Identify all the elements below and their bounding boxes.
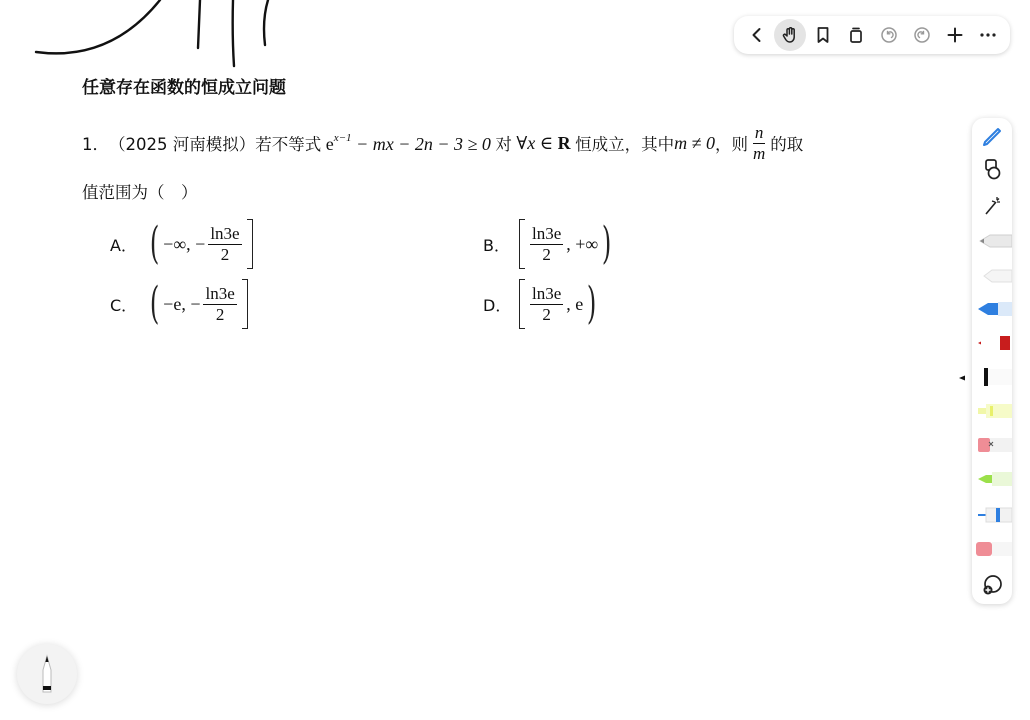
more-icon[interactable] — [972, 19, 1004, 51]
pencil-icon — [32, 652, 62, 696]
back-icon[interactable] — [741, 19, 773, 51]
pencil-white[interactable] — [972, 260, 1012, 290]
marker-blue[interactable] — [972, 294, 1012, 324]
option-b[interactable]: B． $\frac{\ln 3e}{2}$ , +∞ ) — [483, 218, 612, 269]
fraction-ln3e-over-2: $\frac{\ln 3e}{2}$ — [210, 223, 240, 264]
question-condition: 恒成立，其中 — [575, 135, 675, 155]
marker-blue-white[interactable] — [972, 500, 1012, 530]
pen-icon[interactable] — [972, 120, 1012, 150]
fraction-ln3e-over-2: $\frac{\ln 3e}{2}$ — [532, 223, 562, 264]
marker-black[interactable] — [972, 362, 1012, 392]
top-toolbar — [734, 16, 1010, 54]
open-paren: ( — [149, 218, 160, 269]
question-number: 1． — [82, 135, 109, 155]
inequality: $e^{x-1}$ − mx − 2n − 3 ≥ 0 — [325, 131, 491, 154]
option-letter: D． — [483, 295, 512, 315]
question-middle: 对 — [495, 135, 512, 155]
question-tail: 的取 — [770, 135, 804, 155]
hand-icon[interactable] — [774, 19, 806, 51]
open-paren: ( — [149, 278, 160, 329]
highlighter-green[interactable] — [972, 464, 1012, 494]
fraction-ln3e-over-2: $\frac{\ln 3e}{2}$ — [205, 283, 235, 324]
close-bracket — [242, 279, 248, 329]
marker-red[interactable] — [972, 328, 1012, 358]
question-source: （2025 河南模拟）若不等式 — [109, 135, 322, 155]
add-icon[interactable] — [939, 19, 971, 51]
open-bracket — [519, 219, 525, 269]
copy-page-icon[interactable] — [840, 19, 872, 51]
active-tool-marker — [957, 373, 969, 383]
question-then: ，则 — [714, 135, 748, 155]
option-a[interactable]: A． ( −∞, − $\frac{\ln 3e}{2}$ — [110, 214, 253, 274]
option-letter: A． — [110, 235, 137, 255]
add-tool-icon[interactable] — [972, 570, 1012, 600]
close-bracket — [247, 219, 253, 269]
m-neq-zero: m ≠ 0 — [674, 132, 715, 153]
question-line-2: 值范围为（ ） — [82, 183, 198, 202]
redo-icon[interactable] — [906, 19, 938, 51]
forall-clause: ∀x ∈ R — [516, 132, 571, 153]
laser-pointer-icon[interactable] — [972, 190, 1012, 220]
undo-icon[interactable] — [873, 19, 905, 51]
pencil-button[interactable] — [17, 644, 77, 704]
fraction-n-over-m: $\frac{n}{m}$ — [752, 123, 766, 163]
page-title: 任意存在函数的恒成立问题 — [82, 78, 286, 98]
option-letter: C． — [110, 295, 138, 315]
close-paren: ) — [602, 218, 612, 269]
eraser-pink-2[interactable] — [972, 534, 1012, 564]
question-line-1 — [82, 124, 803, 163]
open-bracket — [519, 279, 525, 329]
tool-panel — [972, 118, 1012, 604]
option-letter: B． — [483, 235, 510, 255]
option-c[interactable]: C． ( −e, − $\frac{\ln 3e}{2}$ — [110, 274, 248, 334]
eraser-pink[interactable] — [972, 430, 1012, 460]
handwriting-strokes — [0, 0, 300, 70]
close-paren: ) — [587, 278, 597, 329]
fraction-ln3e-over-2: $\frac{\ln 3e}{2}$ — [532, 283, 562, 324]
pencil-grey[interactable] — [972, 226, 1012, 256]
highlighter-yellow[interactable] — [972, 396, 1012, 426]
bookmark-icon[interactable] — [807, 19, 839, 51]
option-d[interactable]: D． $\frac{\ln 3e}{2}$ , e ) — [483, 278, 597, 329]
lasso-shapes-icon[interactable] — [972, 154, 1012, 184]
